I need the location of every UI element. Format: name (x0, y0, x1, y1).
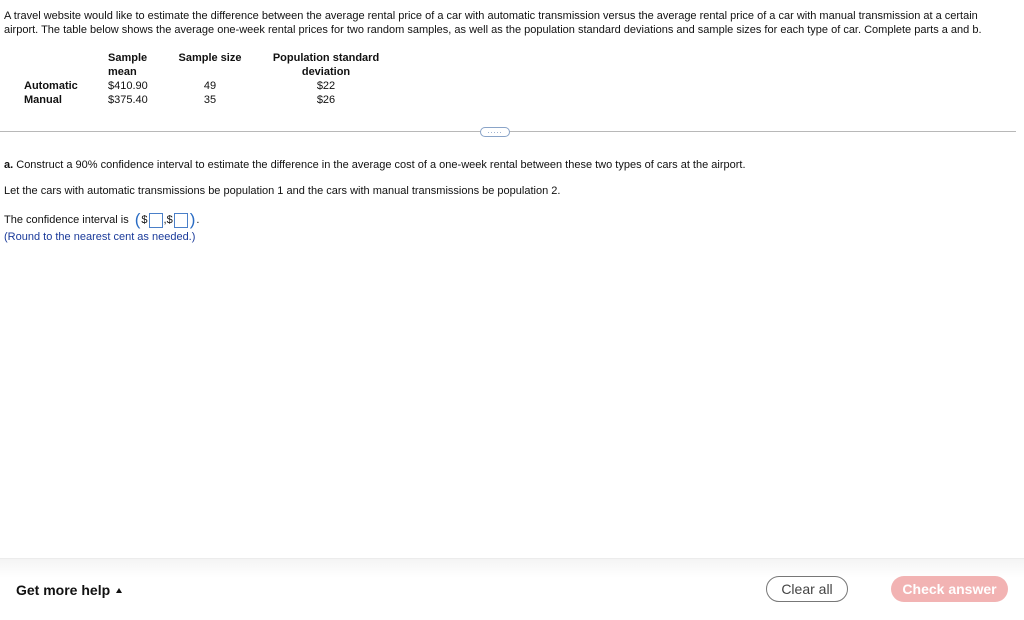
footer-bar (0, 558, 1024, 620)
data-table (20, 51, 406, 107)
upper-bound-input[interactable] (174, 213, 188, 228)
part-a-label: a. (4, 159, 14, 171)
row-label: Automatic (24, 80, 78, 92)
expand-handle[interactable]: ..... (480, 127, 510, 137)
cell-size: 49 (203, 80, 217, 92)
part-a-question-text: Construct a 90% confidence interval to estimate the difference in the average cost of a one-week rental between these two types of cars at the airport. (16, 159, 746, 171)
population-instruction: Let the cars with automatic transmissions be population 1 and the cars with manual transmissions be population 2. (4, 185, 561, 197)
cell-mean: $410.90 (108, 80, 148, 92)
check-answer-button[interactable]: Check answer (891, 576, 1008, 602)
answer-line (4, 212, 199, 228)
header-population-sd-line2: deviation (301, 66, 351, 78)
answer-prefix: The confidence interval is (4, 214, 129, 226)
open-paren: ( (134, 210, 141, 229)
header-population-sd (246, 51, 406, 79)
problem-statement: A travel website would like to estimate the difference between the average rental price of a car with automatic transmission versus the average rental price of a car with manual transmission at a certain airport. The table below shows the average one-week rental prices for two random samples, as well as the population standard deviations and sample sizes for each type of car. Complete parts a and b. (4, 10, 982, 36)
lower-dollar-sign: $ (141, 214, 148, 226)
clear-all-button[interactable]: Clear all (766, 576, 848, 602)
caret-up-icon (116, 588, 122, 593)
header-empty (20, 51, 104, 79)
header-population-sd-line1: Population standard (272, 52, 380, 64)
rounding-note: (Round to the nearest cent as needed.) (4, 231, 196, 243)
cell-size: 35 (203, 94, 217, 106)
table-header-row (20, 51, 406, 79)
table-row (20, 93, 406, 107)
cell-sd: $22 (316, 80, 336, 92)
get-more-help-button[interactable] (16, 582, 122, 598)
header-sample-size: Sample size (178, 52, 242, 64)
close-paren: ) (189, 210, 196, 229)
row-label: Manual (24, 94, 62, 106)
header-sample-mean: Sample mean (108, 52, 148, 78)
cell-mean: $375.40 (108, 94, 148, 106)
get-more-help-label: Get more help (16, 582, 111, 598)
table-row (20, 79, 406, 93)
lower-bound-input[interactable] (149, 213, 163, 228)
part-a-question (4, 159, 746, 171)
comma-separator: , (163, 214, 167, 226)
upper-dollar-sign: $ (166, 214, 173, 226)
cell-sd: $26 (316, 94, 336, 106)
trailing-period: . (196, 214, 200, 226)
